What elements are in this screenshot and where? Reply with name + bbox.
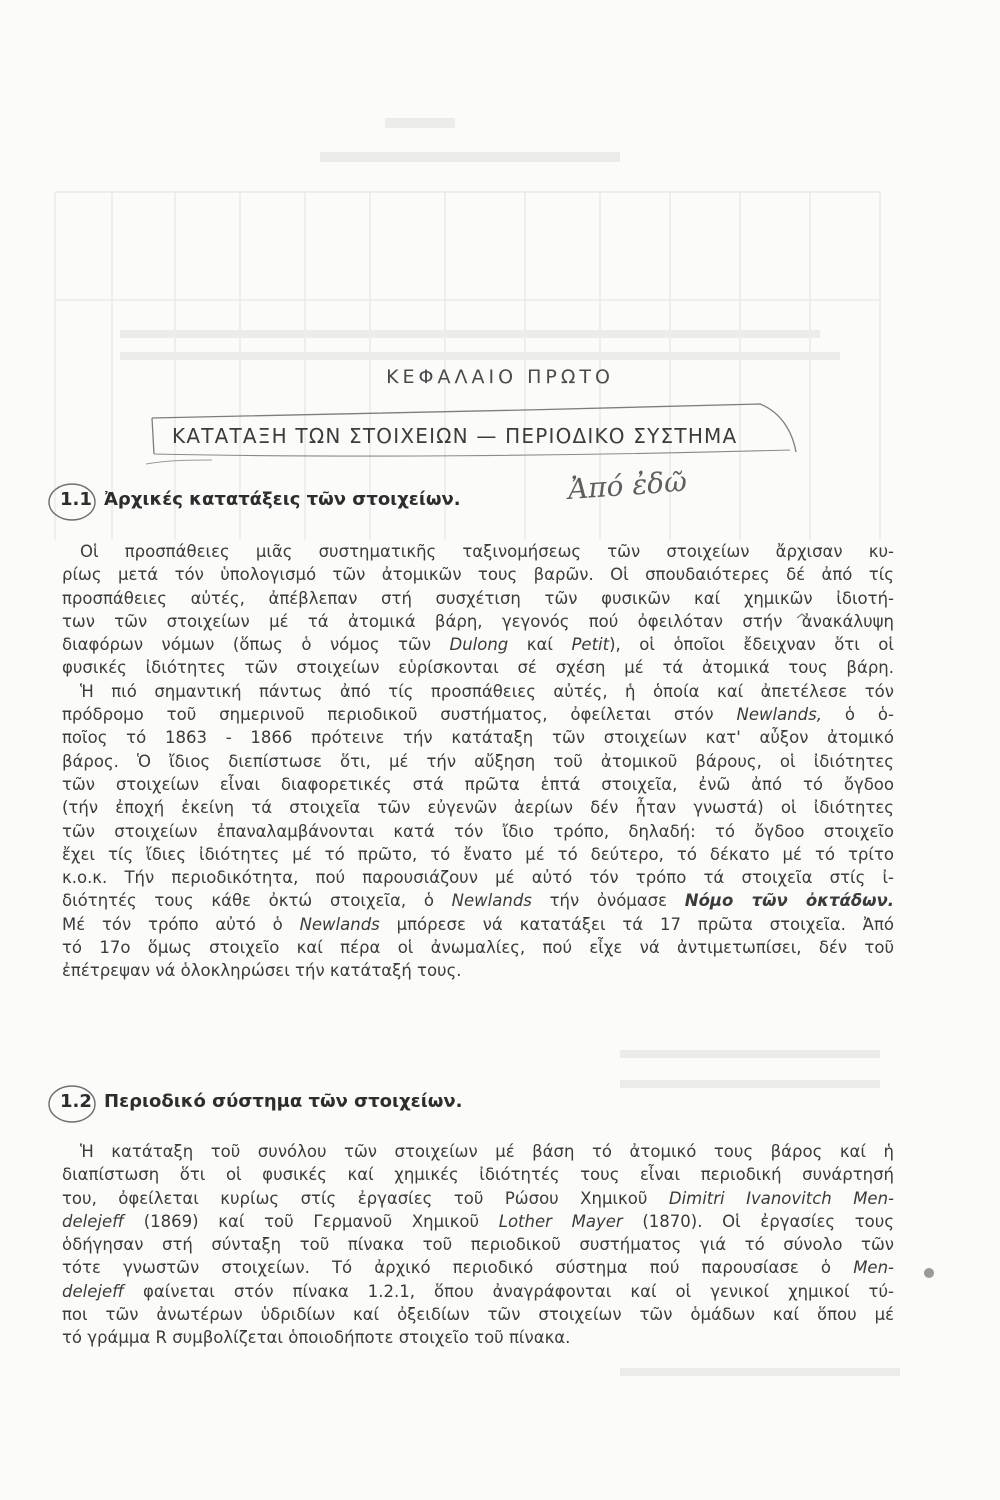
svg-text:Ἀπό ἐδῶ: Ἀπό ἐδῶ: [566, 464, 688, 506]
text-line: ποῖος τό 1863 - 1866 πρότεινε τήν κατάταξη τῶν στοιχείων κατ' αὖξον ἀτομικό: [62, 728, 894, 748]
section-title: Περιοδικό σύστημα τῶν στοιχείων.: [104, 1091, 463, 1112]
text-line: ὁδήγησαν στή σύνταξη τοῦ πίνακα τοῦ περιοδικοῦ συστήματος γιά τό σύνολο τῶν: [62, 1235, 894, 1255]
text-line: προσπάθειες αὐτές, ἀπέβλεπαν στή συσχέτιση τῶν φυσικῶν καί χημικῶν ἰδιοτή-: [62, 588, 894, 608]
text-line: φυσικές ἰδιότητες τῶν στοιχείων εὑρίσκονται σέ σχέση μέ τά ἀτομικά τους βάρη.: [62, 658, 894, 678]
text-line: διαπίστωση ὅτι οἱ φυσικές καί χημικές ἰδιότητές τους εἶναι περιοδική συνάρτησή: [62, 1165, 894, 1185]
section-title: Ἀρχικές κατατάξεις τῶν στοιχείων.: [104, 489, 461, 510]
section-1-2-body: [62, 1140, 894, 1350]
text-line: πρόδρομο τοῦ σημερινοῦ περιοδικοῦ συστήματος, ὀφείλεται στόν Newlands, ὁ ὁ-: [62, 705, 894, 725]
text-line: delejeff (1869) καί τοῦ Γερμανοῦ Χημικοῦ Lother Mayer (1870). Οἱ ἐργασίες τους: [62, 1211, 895, 1231]
text-line: τῶν στοιχείων ἐπαναλαμβάνονται κατά τόν ἴδιο τρόπο, δηλαδή: τό ὄγδοο στοιχεῖο: [62, 821, 894, 841]
handwritten-note: [560, 458, 730, 518]
text-line: Οἱ προσπάθειες μιᾶς συστηματικῆς ταξινομήσεως τῶν στοιχείων ἄρχισαν κυ-: [80, 542, 894, 561]
text-line: Ἡ κατάταξη τοῦ συνόλου τῶν στοιχείων μέ βάση τό ἀτομικό τους βάρος καί ἡ: [80, 1142, 894, 1161]
text-line: διότητές τους κάθε ὀκτώ στοιχεῖα, ὁ Newlands τήν ὀνόμασε Νόμο τῶν ὀκτάδων.: [62, 891, 894, 911]
text-line: κ.ο.κ. Τήν περιοδικότητα, πού παρουσιάζουν μέ αὐτό τόν τρόπο τά στοιχεῖα στίς ἰ-: [62, 868, 894, 888]
text-line: τῶν στοιχείων εἶναι διαφορετικές στά πρῶτα ἑπτά στοιχεῖα, ἐνῶ ἀπό τό ὄγδοο: [62, 774, 894, 794]
ink-dot: [924, 1268, 934, 1278]
text-line: βάρος. Ὁ ἴδιος διεπίστωσε ὅτι, μέ τήν αὔξηση τοῦ ἀτομικοῦ βάρους, οἱ ἰδιότητες: [62, 751, 894, 771]
text-line: ποι τῶν ἀνωτέρων ὑδριδίων καί ὀξειδίων τῶν στοιχείων τῶν ὁμάδων καί ὅπου μέ: [62, 1305, 894, 1325]
section-1-1-body: [62, 540, 894, 983]
chapter-label: ΚΕΦΑΛΑΙΟ ΠΡΩΤΟ: [386, 366, 614, 388]
section-number: 1.2: [60, 1091, 92, 1112]
text-line: ρίως μετά τόν ὑπολογισμό τῶν ἀτομικῶν τους βαρῶν. Οἱ σπουδαιότερες δέ ἀπό τίς: [62, 565, 894, 585]
text-line: (τήν ἐποχή ἐκείνη τά στοιχεῖα τῶν εὐγενῶν ἀερίων δέν ἦταν γνωστά) οἱ ἰδιότητες: [62, 798, 894, 818]
text-line: του, ὀφείλεται κυρίως στίς ἐργασίες τοῦ Ρώσου Χημικοῦ Dimitri Ivanovitch Men-: [62, 1188, 894, 1208]
section-number: 1.1: [60, 489, 92, 510]
text-line: Ἡ πιό σημαντική πάντως ἀπό τίς προσπάθειες αὐτές, ἡ ὁποία καί ἀπετέλεσε τόν: [80, 681, 894, 701]
text-line: delejeff φαίνεται στόν πίνακα 1.2.1, ὅπου ἀναγράφονται καί οἱ γενικοί χημικοί τύ-: [62, 1281, 894, 1301]
section-1-2-heading: [60, 1091, 462, 1112]
text-line: ἔχει τίς ἴδιες ἰδιότητες μέ τό πρῶτο, τό ἔνατο μέ τό δεύτερο, τό δέκατο μέ τό τρίτο: [62, 844, 894, 864]
text-line: τότε γνωστῶν στοιχείων. Τό ἀρχικό περιοδικό σύστημα πού παρουσίασε ὁ Men-: [62, 1258, 894, 1278]
text-line: των τῶν στοιχείων μέ τά ἀτομικά βάρη, γεγονός πού ὀφειλόταν στήν ἀνακάλυψη: [62, 611, 894, 631]
text-line: ἐπέτρεψαν νά ὁλοκληρώσει τήν κατάταξή τους.: [62, 961, 462, 981]
text-line: διαφόρων νόμων (ὅπως ὁ νόμος τῶν Dulong καί Petit), οἱ ὁποῖοι ἔδειχναν ὅτι οἱ: [62, 635, 894, 655]
text-line: τό 17ο ὅμως στοιχεῖο καί πέρα οἱ ἀνωμαλίες, πού εἶχε νά ἀντιμετωπίσει, δέν τοῦ: [62, 938, 894, 958]
text-line: τό γράμμα R συμβολίζεται ὁποιοδήποτε στοιχεῖο τοῦ πίνακα.: [62, 1328, 571, 1348]
section-1-1-heading: [60, 489, 461, 510]
chapter-title: ΚΑΤΑΤΑΞΗ ΤΩΝ ΣΤΟΙΧΕΙΩΝ — ΠΕΡΙΟΔΙΚΟ ΣΥΣΤΗΜΑ: [172, 424, 738, 448]
text-line: Μέ τόν τρόπο αὐτό ὁ Newlands μπόρεσε νά κατατάξει τά 17 πρῶτα στοιχεῖα. Ἀπό: [62, 914, 894, 934]
